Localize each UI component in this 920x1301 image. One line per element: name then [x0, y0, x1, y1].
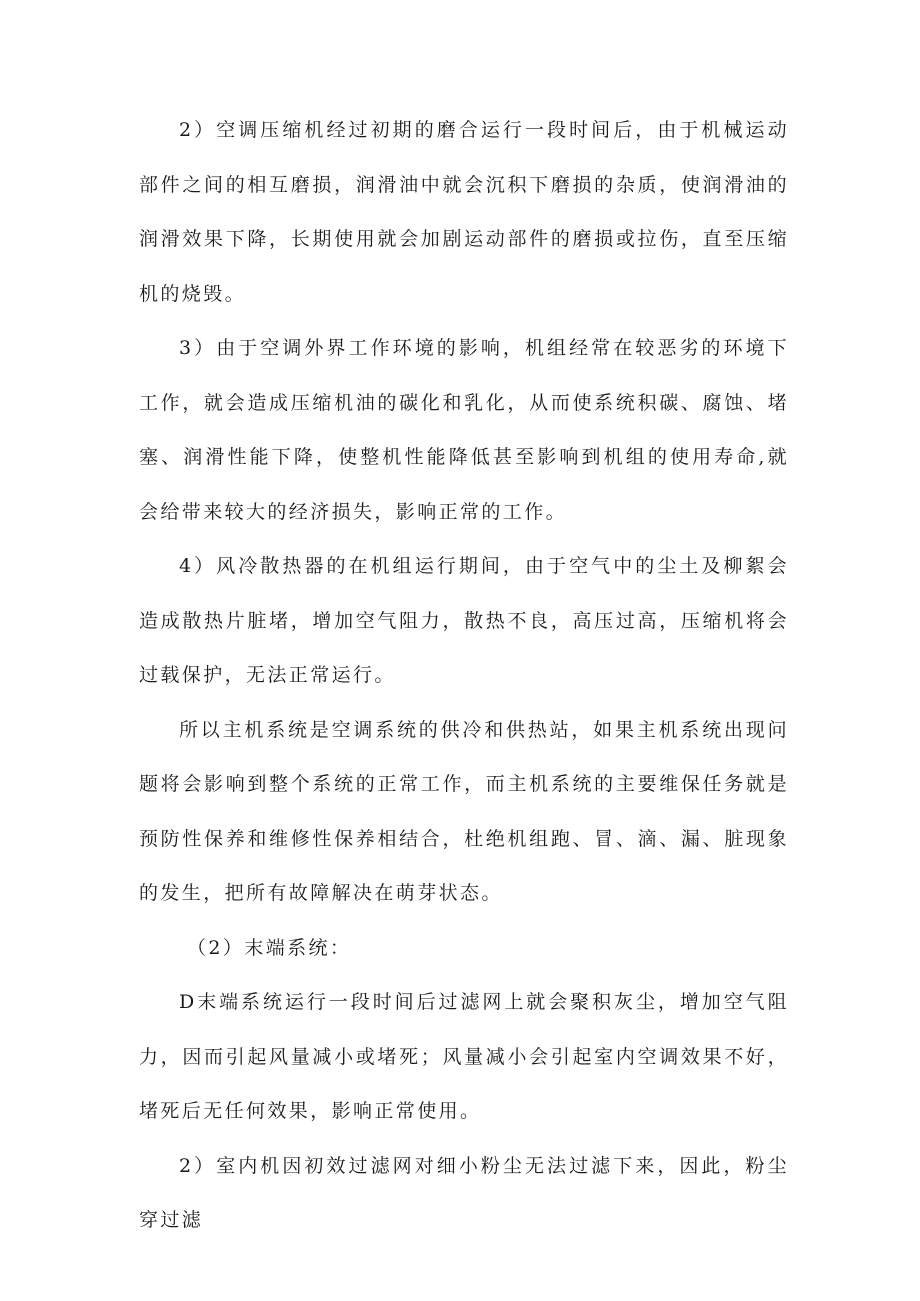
paragraph-compressor-wear: 2）空调压缩机经过初期的磨合运行一段时间后，由于机械运动部件之间的相互磨损，润滑油中就会沉积下磨损的杂质，使润滑油的润滑效果下降，长期使用就会加剧运动部件的磨损或拉伤，直至压缩机的烧毁。 — [139, 119, 789, 305]
paragraph-indoor-unit-filter: 2）室内机因初效过滤网对细小粉尘无法过滤下来，因此，粉尘穿过滤 — [139, 1154, 789, 1231]
paragraph-environment-impact: 3）由于空调外界工作环境的影响，机组经常在较恶劣的环境下工作，就会造成压缩机油的碳化和乳化，从而使系统积碳、腐蚀、堵塞、润滑性能下降，使整机性能降低甚至影响到机组的使用寿命,就会给带来较大的经济损失，影响正常的工作。 — [139, 337, 789, 523]
section-heading-terminal-system: （2）末端系统： — [187, 936, 352, 959]
paragraph-air-cooled-radiator: 4）风冷散热器的在机组运行期间，由于空气中的尘土及柳絮会造成散热片脏堵，增加空气阻力，散热不良，高压过高，压缩机将会过载保护，无法正常运行。 — [139, 555, 789, 686]
document-body — [139, 103, 789, 1248]
paragraph-filter-dust: D末端系统运行一段时间后过滤网上就会聚积灰尘，增加空气阻力，因而引起风量减小或堵死；风量减小会引起室内空调效果不好，堵死后无任何效果，影响正常使用。 — [139, 991, 789, 1122]
paragraph-main-system-summary: 所以主机系统是空调系统的供冷和供热站，如果主机系统出现问题将会影响到整个系统的正常工作，而主机系统的主要维保任务就是预防性保养和维修性保养相结合，杜绝机组跑、冒、滴、漏、脏现象的发生，把所有故障解决在萌芽状态。 — [139, 718, 789, 904]
